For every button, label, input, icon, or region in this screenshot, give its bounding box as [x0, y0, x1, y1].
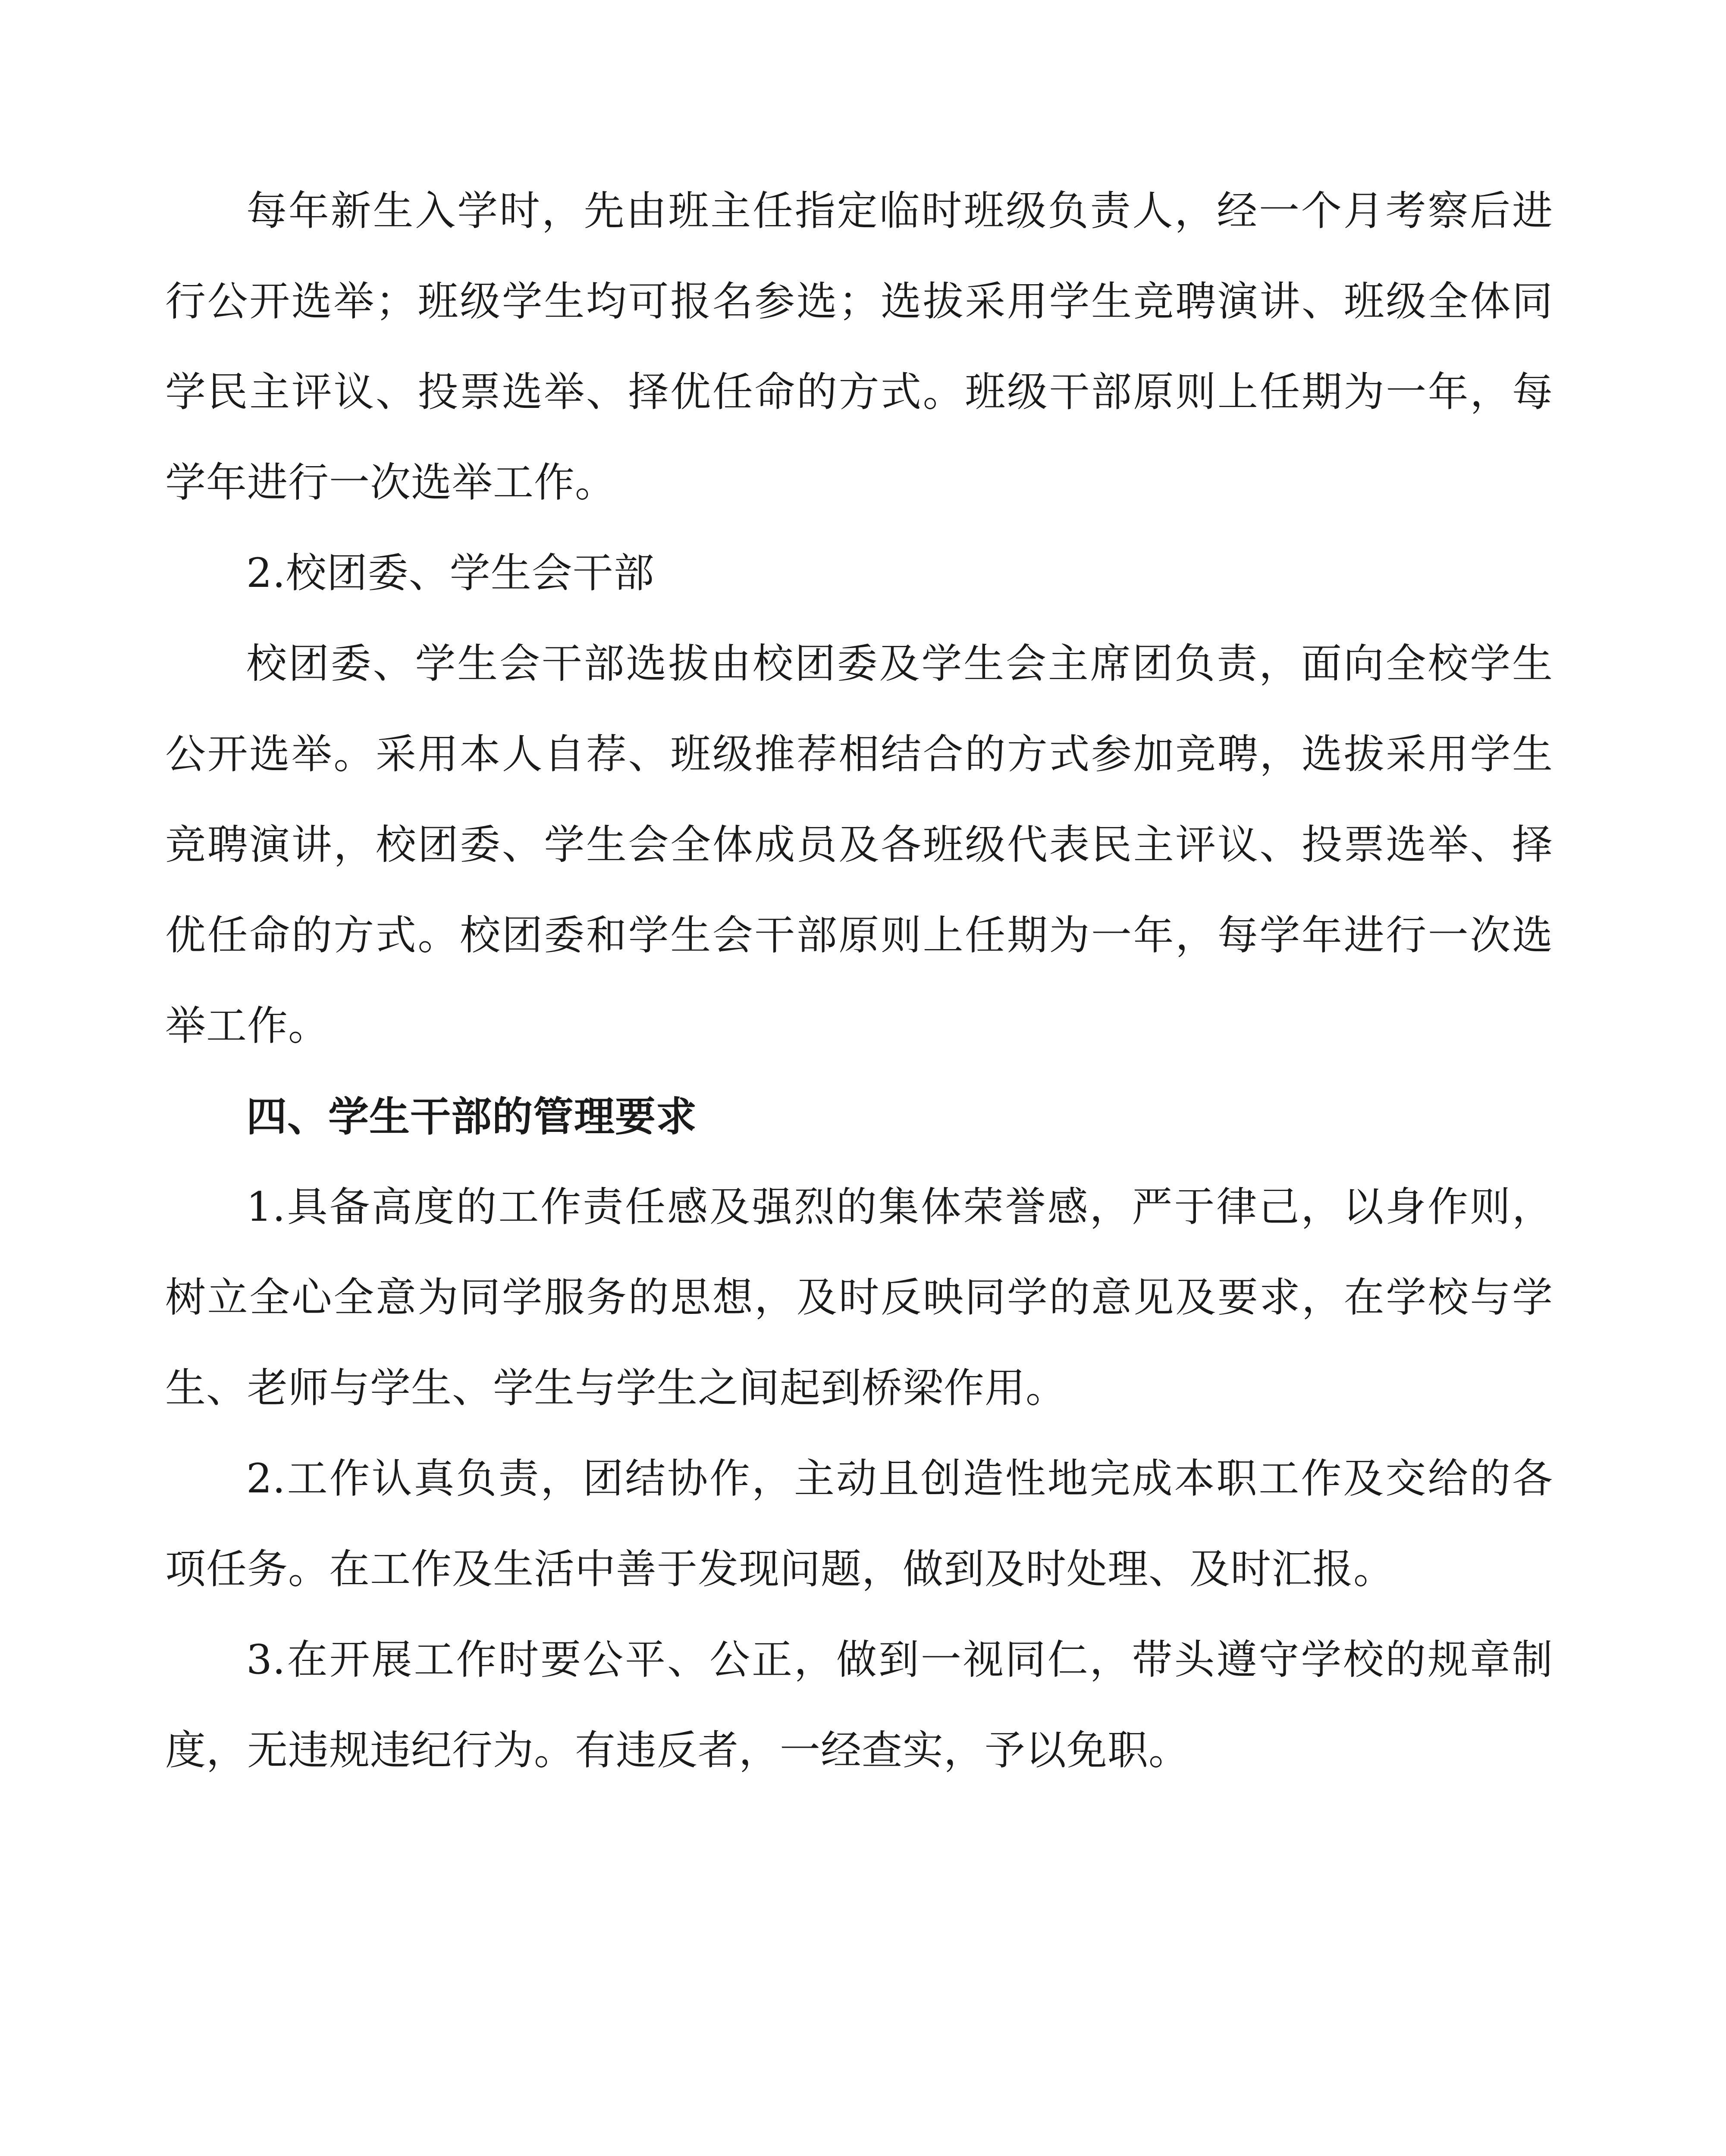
requirement-item-3: 3.在开展工作时要公平、公正，做到一视同仁，带头遵守学校的规章制度，无违规违纪行为。有违反者，一经查实，予以免职。: [165, 1636, 1553, 1774]
requirement-item-2: 2.工作认真负责，团结协作，主动且创造性地完成本职工作及交给的各项任务。在工作及生活中善于发现问题，做到及时处理、及时汇报。: [165, 1455, 1553, 1593]
requirement-item-1: 1.具备高度的工作责任感及强烈的集体荣誉感，严于律己，以身作则，树立全心全意为同学服务的思想，及时反映同学的意见及要求，在学校与学生、老师与学生、学生与学生之间起到桥梁作用。: [165, 1184, 1553, 1412]
paragraph-class-cadre-election: 每年新生入学时，先由班主任指定临时班级负责人，经一个月考察后进行公开选举；班级学生均可报名参选；选拔采用学生竞聘演讲、班级全体同学民主评议、投票选举、择优任命的方式。班级干部原则上任期为一年，每学年进行一次选举工作。: [165, 188, 1553, 506]
subheading-league-union-cadres: 2.校团委、学生会干部: [246, 550, 655, 597]
paragraph-league-union-election: 校团委、学生会干部选拔由校团委及学生会主席团负责，面向全校学生公开选举。采用本人自荐、班级推荐相结合的方式参加竞聘，选拔采用学生竞聘演讲，校团委、学生会全体成员及各班级代表民主评议、投票选举、择优任命的方式。校团委和学生会干部原则上任期为一年，每学年进行一次选举工作。: [165, 640, 1553, 1050]
section-heading-management-requirements: 四、学生干部的管理要求: [246, 1093, 697, 1141]
document-body: [165, 166, 1553, 1796]
